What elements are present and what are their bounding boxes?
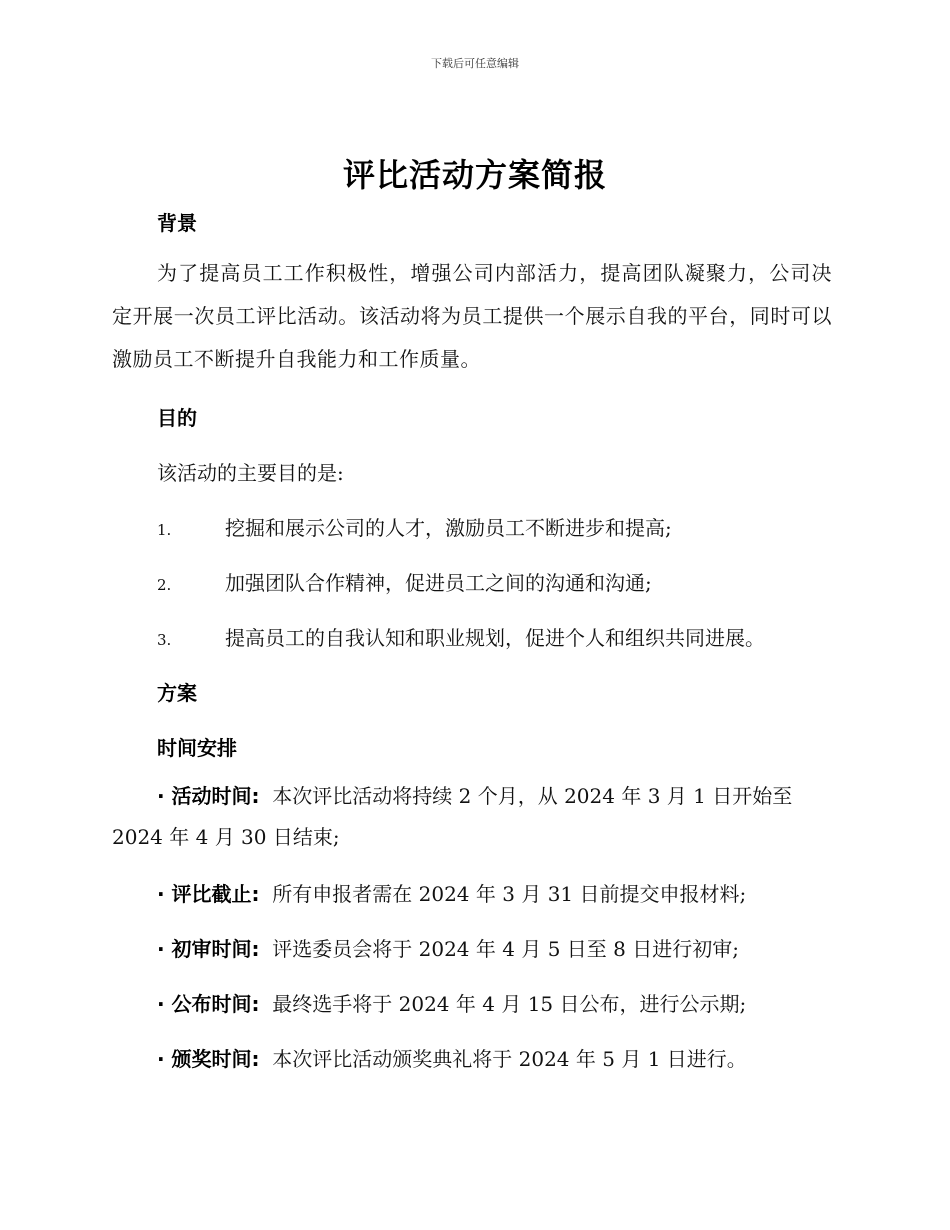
schedule-item — [112, 874, 832, 915]
header-note: 下载后可任意编辑 — [431, 57, 519, 70]
schedule-label: · 评比截止: — [157, 882, 260, 906]
schedule-text: 最终选手将于 2024 年 4 月 15 日公布，进行公示期; — [272, 992, 747, 1016]
list-number: 2. — [157, 576, 172, 594]
schedule-label: · 初审时间: — [157, 937, 260, 961]
list-text: 挖掘和展示公司的人才，激励员工不断进步和提高; — [225, 516, 672, 540]
schedule-label: · 公布时间: — [157, 992, 260, 1016]
purpose-list-item — [157, 622, 857, 651]
plan-heading: 方案 — [157, 681, 197, 705]
schedule-item — [112, 776, 832, 858]
schedule-text: 评选委员会将于 2024 年 4 月 5 日至 8 日进行初审; — [272, 937, 739, 961]
purpose-intro: 该活动的主要目的是: — [157, 461, 344, 485]
list-text: 提高员工的自我认知和职业规划，促进个人和组织共同进展。 — [225, 626, 765, 650]
schedule-subheading: 时间安排 — [157, 736, 237, 760]
schedule-text: 本次评比活动颁奖典礼将于 2024 年 5 月 1 日进行。 — [272, 1047, 747, 1071]
schedule-label: · 活动时间: — [157, 784, 260, 808]
list-text: 加强团队合作精神，促进员工之间的沟通和沟通; — [225, 571, 652, 595]
background-paragraph: 为了提高员工工作积极性，增强公司内部活力，提高团队凝聚力，公司决定开展一次员工评比活动。该活动将为员工提供一个展示自我的平台，同时可以激励员工不断提升自我能力和工作质量。 — [112, 261, 832, 371]
list-number: 3. — [157, 631, 172, 649]
schedule-text: 所有申报者需在 2024 年 3 月 31 日前提交申报材料; — [272, 882, 747, 906]
schedule-item — [112, 929, 832, 970]
purpose-heading: 目的 — [157, 406, 197, 430]
purpose-list-item — [157, 512, 857, 541]
schedule-text: 本次评比活动将持续 2 个月，从 2024 年 3 月 1 日开始至 2024 年 4 月 30 日结束; — [112, 784, 793, 849]
background-heading: 背景 — [157, 211, 197, 235]
list-number: 1. — [157, 521, 172, 539]
schedule-item — [112, 1039, 832, 1080]
document-title: 评比活动方案简报 — [342, 156, 607, 194]
purpose-list-item — [157, 567, 857, 596]
schedule-label: · 颁奖时间: — [157, 1047, 260, 1071]
schedule-item — [112, 984, 832, 1025]
